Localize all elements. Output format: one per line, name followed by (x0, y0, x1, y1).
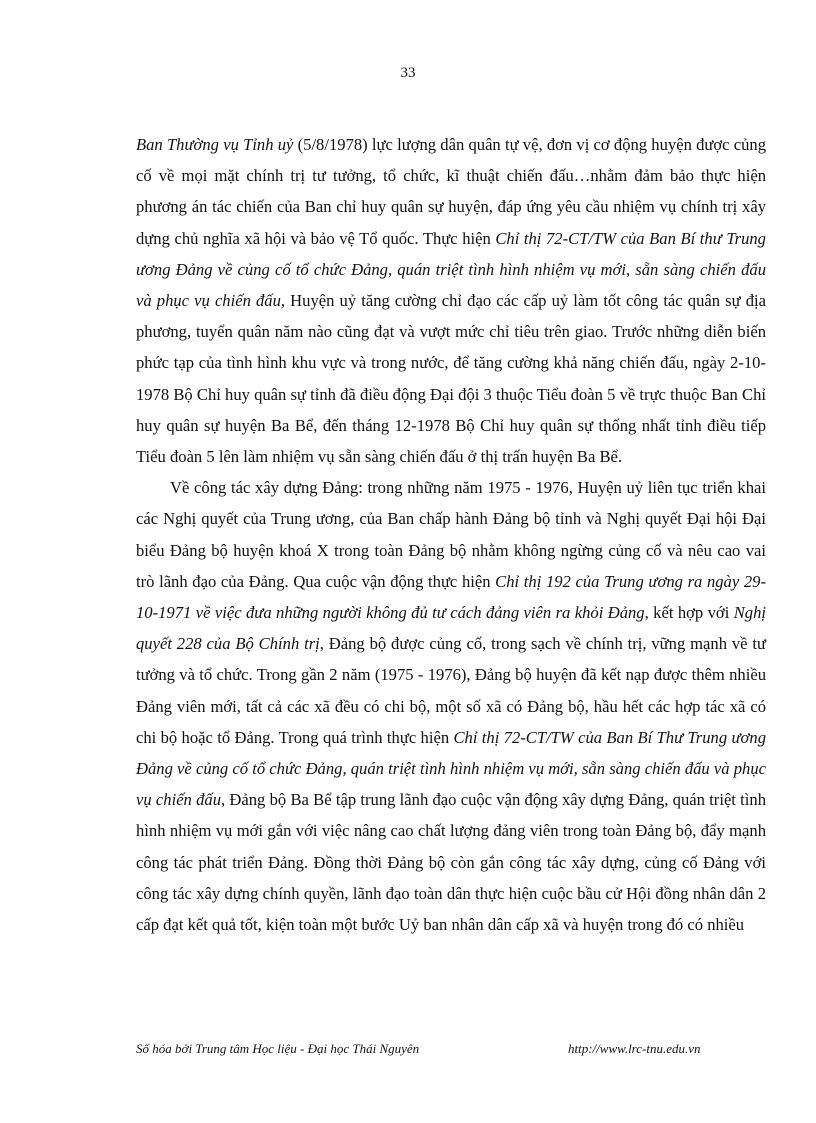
text-run: Về công tác xây dựng Đảng: trong những năm 1975 - 1976, Huyện uỷ liên tục triển khai các Nghị quyết của Trung ương, của Ban chấp hành Đảng bộ tỉnh và Nghị quyết Đại hội Đại biểu Đảng bộ huyện khoá X trong toàn Đảng bộ nhằm không ngừng củng cố và nêu cao vai trò lãnh đạo của Đảng. Qua cuộc vận động thực hiện (136, 478, 766, 591)
text-run: Đảng bộ Ba Bể tập trung lãnh đạo cuộc vận động xây dựng Đảng, quán triệt tình hình nhiệm vụ mới gắn với việc nâng cao chất lượng đảng viên trong toàn Đảng bộ, đẩy mạnh công tác phát triển Đảng. Đồng thời Đảng bộ còn gắn công tác xây dựng, củng cố Đảng với công tác xây dựng chính quyền, lãnh đạo toàn dân thực hiện cuộc bầu cử Hội đồng nhân dân 2 cấp đạt kết quả tốt, kiện toàn một bước Uỷ ban nhân dân cấp xã và huyện trong đó có nhiều (136, 790, 766, 935)
text-run: , kết hợp với (644, 603, 734, 623)
italic-text-run: Chỉ thị 72-CT/TW của Ban Bí thư Trung ương Đảng về củng cố tổ chức Đảng, quán triệt tình hình nhiệm vụ mới, sẵn sàng chiến đấu và phục vụ chiến đấu (136, 228, 766, 311)
italic-text-run: Chỉ thị 192 của Trung ương ra ngày 29-10-1971 về việc đưa những người không đủ tư cách đảng viên ra khỏi Đảng (136, 571, 766, 623)
paragraph-1 (136, 129, 766, 472)
italic-text-run: Chỉ thị 72-CT/TW của Ban Bí Thư Trung ương Đảng về củng cố tổ chức Đảng, quán triệt tình hình nhiệm vụ mới, sẵn sàng chiến đấu và phục vụ chiến đấu, (136, 727, 766, 810)
page-number: 33 (400, 65, 416, 81)
text-run: (5/8/1978) lực lượng dân quân tự vệ, đơn vị cơ động huyện được củng cố về mọi mặt chính trị tư tưởng, tổ chức, kĩ thuật chiến đấu…nhằm đảm bảo thực hiện phương án tác chiến của Ban chỉ huy quân sự huyện, đáp ứng yêu cầu nhiệm vụ chính trị xây dựng chủ nghĩa xã hội và bảo vệ Tổ quốc. Thực hiện (136, 135, 766, 248)
body-text (136, 129, 766, 940)
paragraph-2 (136, 472, 766, 940)
text-run: , Đảng bộ được củng cố, trong sạch về chính trị, vững mạnh về tư tưởng và tổ chức. Trong gần 2 năm (1975 - 1976), Đảng bộ huyện đã kết nạp được thêm nhiều Đảng viên mới, tất cả các xã đều có chi bộ, một số xã có Đảng bộ, hầu hết các hợp tác xã có chi bộ hoặc tổ Đảng. Trong quá trình thực hiện (136, 634, 766, 747)
text-run: , Huyện uỷ tăng cường chỉ đạo các cấp uỷ làm tốt công tác quân sự địa phương, tuyển quân năm nào cũng đạt và vượt mức chỉ tiêu trên giao. Trước những diễn biến phức tạp của tình hình khu vực và trong nước, để tăng cường khả năng chiến đấu, ngày 2-10-1978 Bộ Chỉ huy quân sự tỉnh đã điều động Đại đội 3 thuộc Tiểu đoàn 5 về trực thuộc Ban Chỉ huy quân sự huyện Ba Bể, đến tháng 12-1978 Bộ Chỉ huy quân sự thống nhất tỉnh điều tiếp Tiểu đoàn 5 lên làm nhiệm vụ sẵn sàng chiến đấu ở thị trấn huyện Ba Bể. (136, 291, 767, 467)
footer-source: Số hóa bởi Trung tâm Học liệu - Đại học Thái Nguyên (136, 1041, 420, 1056)
italic-text-run: Ban Thường vụ Tỉnh uỷ (136, 135, 294, 154)
italic-text-run: Nghị quyết 228 của Bộ Chính trị (136, 603, 766, 654)
footer-url: http://www.lrc-tnu.edu.vn (568, 1041, 701, 1056)
